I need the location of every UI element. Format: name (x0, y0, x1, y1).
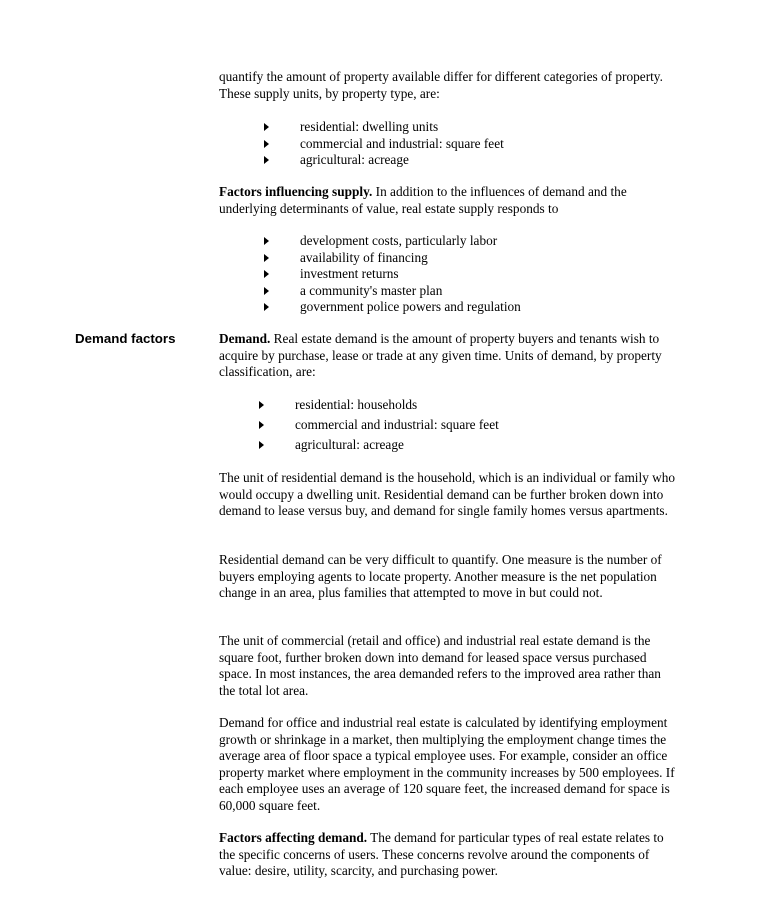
bullet-arrow-icon (264, 287, 269, 295)
list-item: commercial and industrial: square feet (259, 415, 499, 435)
supply-intro-paragraph: quantify the amount of property available differ for different categories of property. These supply units, by property type, are: (219, 69, 663, 101)
demand-paragraph: Residential demand can be very difficult to quantify. One measure is the number of buyers employing agents to locate property. Another measure is the net population change in an area, plus families that attempted to move in but could not. (219, 552, 662, 600)
list-item: agricultural: acreage (259, 435, 499, 455)
supply-units-list (264, 119, 504, 169)
list-item: agricultural: acreage (264, 152, 504, 169)
list-item: commercial and industrial: square feet (264, 136, 504, 153)
bullet-arrow-icon (264, 237, 269, 245)
bullet-arrow-icon (264, 156, 269, 164)
bullet-arrow-icon (259, 421, 264, 429)
supply-factors-heading: Factors influencing supply. (219, 184, 373, 199)
demand-paragraph: Demand for office and industrial real estate is calculated by identifying employment growth or shrinkage in a market, then multiplying the employment change times the average area of floor space a typical employee uses. For example, consider an office property market where employment in the community increases by 500 employees. If each employee uses an average of 120 square feet, the increased demand for space is 60,000 square feet. (219, 715, 675, 813)
supply-factors-paragraph: Factors influencing supply. In addition to the influences of demand and the underlying determinants of value, real estate supply responds to (219, 184, 627, 216)
list-item: development costs, particularly labor (264, 233, 521, 250)
demand-factors-heading: Factors affecting demand. (219, 830, 368, 845)
demand-factors-paragraph: Factors affecting demand. The demand for particular types of real estate relates to the specific concerns of users. These concerns revolve around the components of value: desire, utility, scarcity, and purchasing power. (219, 830, 664, 878)
bullet-arrow-icon (259, 441, 264, 449)
bullet-arrow-icon (259, 401, 264, 409)
list-item: residential: dwelling units (264, 119, 504, 136)
list-item: residential: households (259, 395, 499, 415)
list-item: investment returns (264, 266, 521, 283)
list-item: a community's master plan (264, 283, 521, 300)
bullet-arrow-icon (264, 123, 269, 131)
demand-paragraph: The unit of residential demand is the household, which is an individual or family who would occupy a dwelling unit. Residential demand can be further broken down into demand to lease versus buy, and demand for single family homes versus apartments. (219, 470, 676, 518)
demand-heading: Demand. (219, 331, 271, 346)
margin-heading-demand-factors: Demand factors (75, 331, 176, 346)
demand-paragraph: The unit of commercial (retail and office) and industrial real estate demand is the square foot, further broken down into demand for leased space versus purchased space. In most instances, the area demanded refers to the improved area rather than the total lot area. (219, 633, 661, 698)
bullet-arrow-icon (264, 270, 269, 278)
supply-factors-list (264, 233, 521, 316)
demand-units-list (259, 395, 499, 455)
list-item: government police powers and regulation (264, 299, 521, 316)
list-item: availability of financing (264, 250, 521, 267)
bullet-arrow-icon (264, 303, 269, 311)
bullet-arrow-icon (264, 140, 269, 148)
bullet-arrow-icon (264, 254, 269, 262)
demand-intro-paragraph: Demand. Real estate demand is the amount of property buyers and tenants wish to acquire by purchase, lease or trade at any given time. Units of demand, by property classification, are: (219, 331, 662, 379)
